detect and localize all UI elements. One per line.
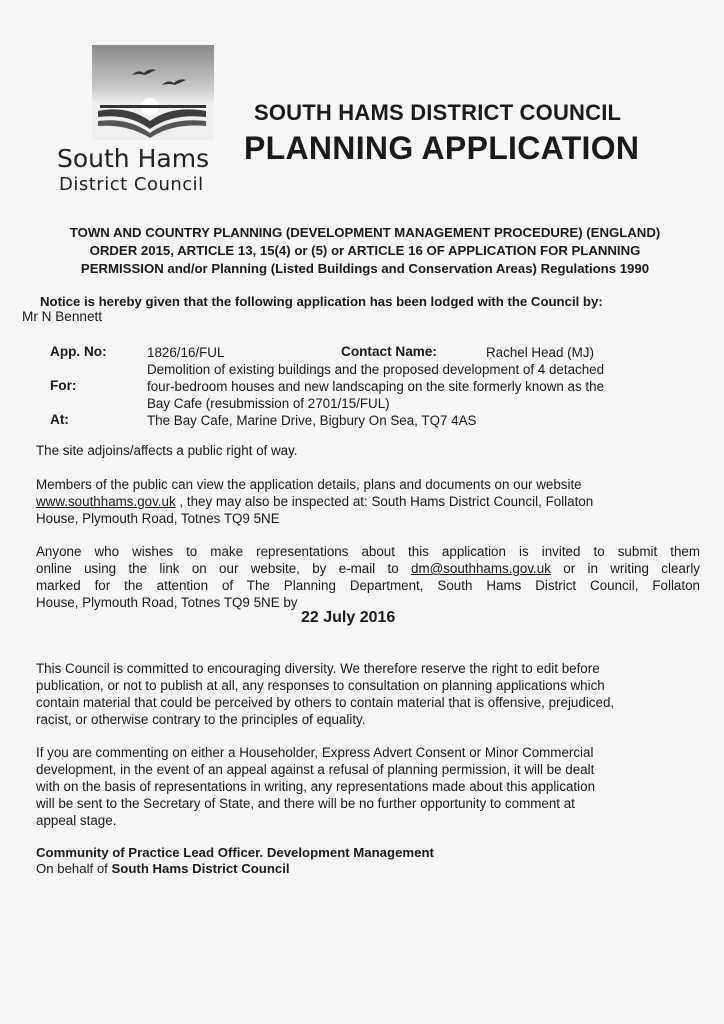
contact-name-label: Contact Name: — [341, 344, 437, 359]
logo-wordmark — [57, 144, 237, 196]
right-of-way-text: The site adjoins/affects a public right of way. — [36, 443, 298, 458]
legal-line: PERMISSION and/or Planning (Listed Buildings and Conservation Areas) Regulations 1990 — [80, 261, 650, 276]
logo-name-line1: South Hams — [57, 144, 210, 173]
applicant-name: Mr N Bennett — [22, 309, 103, 324]
council-title: SOUTH HAMS DISTRICT COUNCIL — [254, 100, 622, 125]
for-line: four-bedroom houses and new landscaping on the site formerly known as the — [147, 379, 605, 394]
view-line-rest: , they may also be inspected at: South Hams District Council, Follaton — [175, 494, 594, 509]
bird-icon — [132, 69, 156, 75]
view-line — [36, 493, 700, 510]
bird-icon — [162, 79, 186, 85]
officer-title: Community of Practice Lead Officer. Development Management — [36, 845, 434, 860]
legal-line: TOWN AND COUNTRY PLANNING (DEVELOPMENT MANAGEMENT PROCEDURE) (ENGLAND) — [69, 225, 661, 240]
logo-emblem-icon — [92, 45, 214, 140]
for-line: Bay Cafe (resubmission of 2701/15/FUL) — [147, 396, 390, 411]
app-no-label: App. No: — [50, 344, 107, 359]
notice-text: Notice is hereby given that the following application has been lodged with the Council by: — [40, 294, 603, 309]
view-line: Members of the public can view the application details, plans and documents on our website — [36, 477, 582, 492]
app-no-value: 1826/16/FUL — [147, 345, 225, 360]
diversity-line: racist, or otherwise contrary to the principles of equality. — [36, 712, 366, 727]
view-line: House, Plymouth Road, Totnes TQ9 5NE — [36, 511, 280, 526]
appeal-line: with on the basis of representations in writing, any representations made about this application — [36, 779, 596, 794]
for-label: For: — [50, 378, 77, 393]
document-title: PLANNING APPLICATION — [244, 130, 640, 166]
appeal-line: will be sent to the Secretary of State, and there will be no further opportunity to comment at — [36, 796, 575, 811]
contact-name-value: Rachel Head (MJ) — [486, 345, 594, 360]
rep-line: House, Plymouth Road, Totnes TQ9 5NE by — [36, 595, 298, 610]
on-behalf-prefix: On behalf of — [36, 861, 112, 876]
horizon-line — [100, 105, 206, 108]
rep-line-end: or in writing clearly — [550, 561, 700, 576]
logo-name-line2: District Council — [59, 174, 204, 195]
for-line: Demolition of existing buildings and the proposed development of 4 detached — [147, 362, 605, 377]
diversity-line: This Council is committed to encouraging diversity. We therefore reserve the right to edit before — [36, 661, 600, 676]
legal-line: ORDER 2015, ARTICLE 13, 15(4) or (5) or ARTICLE 16 OF APPLICATION FOR PLANNING — [89, 243, 641, 258]
rep-line: Anyone who wishes to make representations about this application is invited to submit them — [36, 544, 700, 559]
council-logo — [92, 45, 214, 140]
website-link[interactable]: www.southhams.gov.uk — [36, 494, 176, 509]
appeal-paragraph — [36, 744, 700, 829]
email-link[interactable]: dm@southhams.gov.uk — [411, 561, 551, 576]
appeal-line: appeal stage. — [36, 813, 117, 828]
on-behalf-line — [36, 861, 290, 876]
deadline-date: 22 July 2016 — [301, 609, 396, 626]
diversity-paragraph — [36, 660, 700, 728]
rep-line-start: online using the link on our website, by e-mail to — [36, 561, 412, 576]
view-paragraph — [36, 476, 700, 527]
on-behalf-org: South Hams District Council — [111, 861, 290, 876]
appeal-line: development, in the event of an appeal against a refusal of planning permission, it will be dealt — [36, 762, 595, 777]
legal-heading — [40, 224, 690, 278]
rep-line: marked for the attention of The Planning Department, South Hams District Council, Follaton — [36, 578, 700, 593]
appeal-line: If you are commenting on either a Householder, Express Advert Consent or Minor Commercial — [36, 745, 594, 760]
site-address: The Bay Cafe, Marine Drive, Bigbury On Sea, TQ7 4AS — [147, 413, 477, 428]
diversity-line: contain material that could be perceived by others to contain material that is offensive, prejudiced, — [36, 695, 615, 710]
representations-paragraph — [36, 543, 700, 611]
rep-line — [36, 560, 700, 577]
diversity-line: publication, or not to publish at all, any responses to consultation on planning applications which — [36, 678, 605, 693]
at-label: At: — [50, 412, 69, 427]
for-description — [147, 361, 604, 412]
